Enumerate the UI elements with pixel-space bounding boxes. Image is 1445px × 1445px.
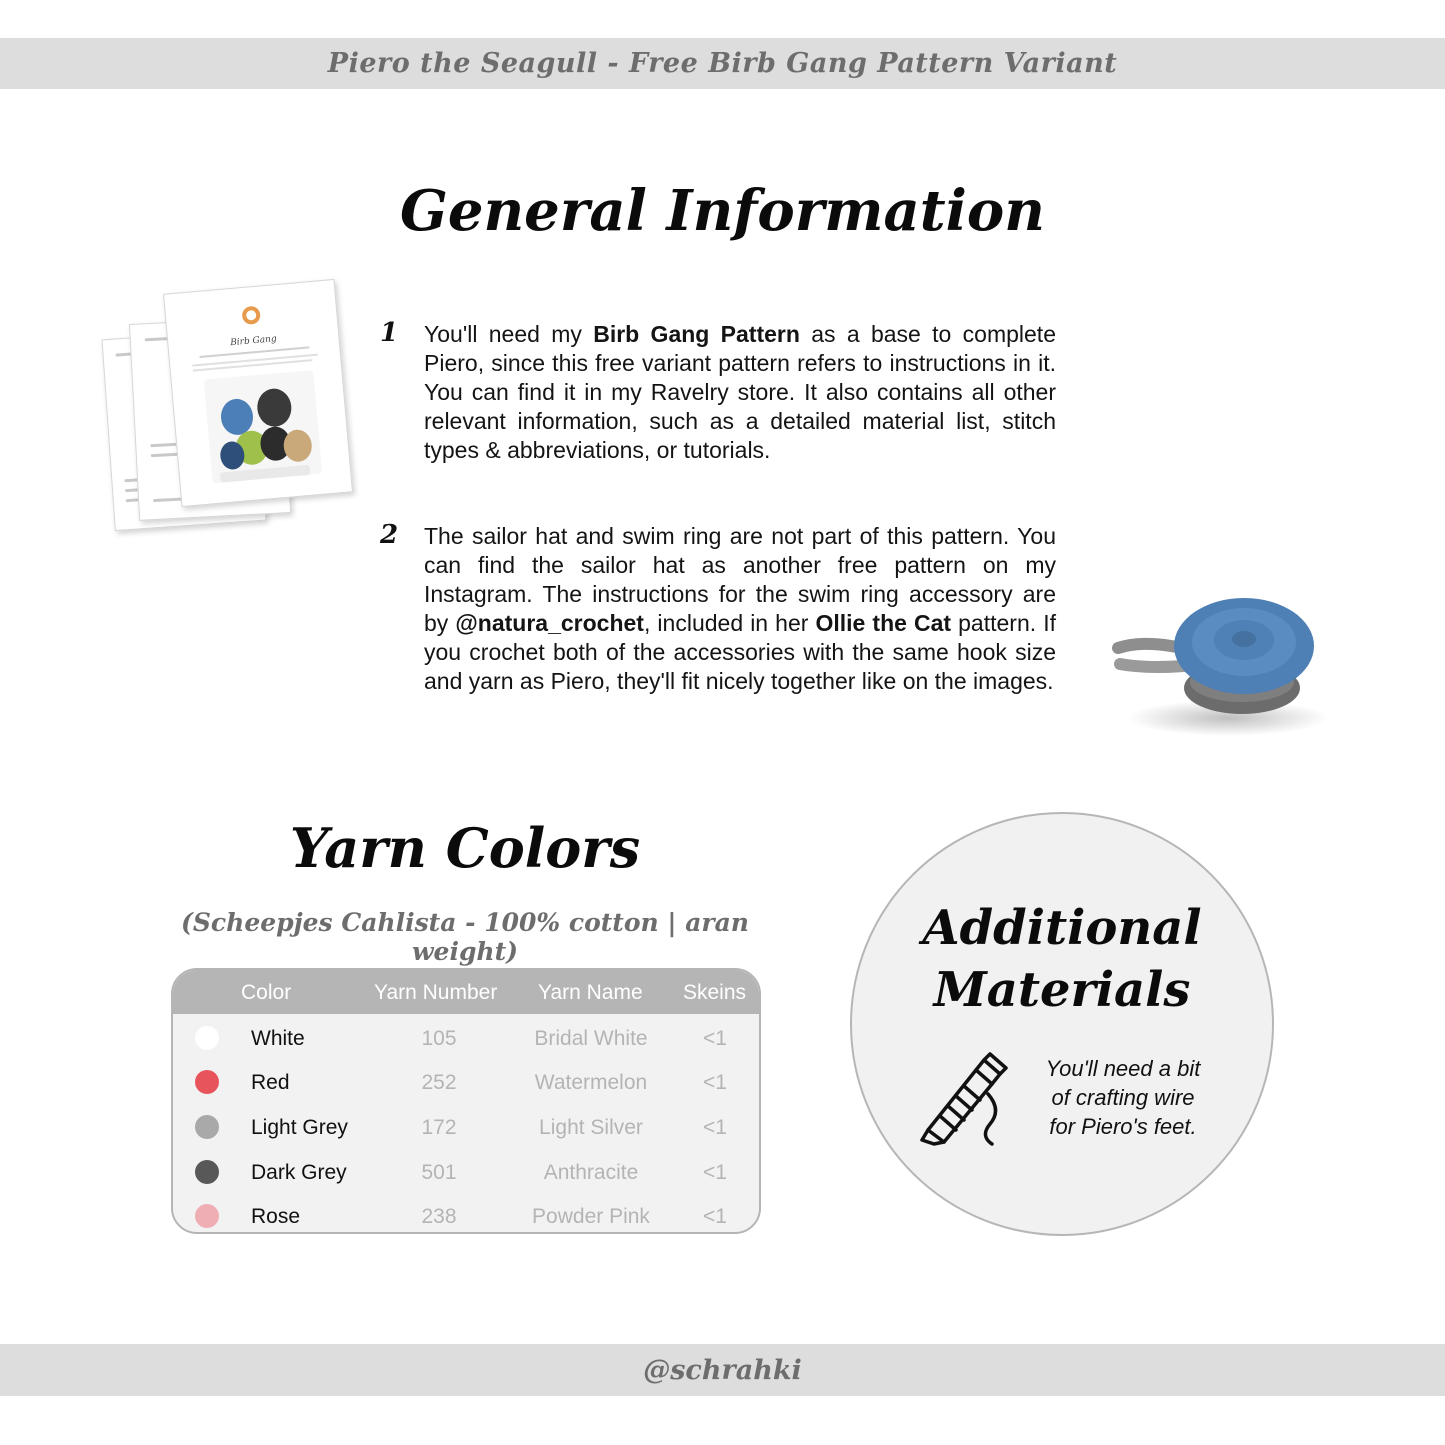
yarn-colors-title: Yarn Colors: [289, 816, 641, 880]
color-swatch: [195, 1160, 219, 1184]
skeins: <1: [703, 1116, 727, 1139]
additional-materials-note: You'll need a bit of crafting wire for Piero's feet.: [1045, 1056, 1201, 1139]
yarn-name: Bridal White: [534, 1027, 648, 1050]
yarn-number: 252: [421, 1071, 457, 1094]
skeins: <1: [703, 1071, 727, 1094]
swim-ring-sailor-hat-photo: [1108, 590, 1330, 740]
header-yarn-number: Yarn Number: [374, 981, 498, 1004]
yarn-name: Watermelon: [534, 1071, 648, 1094]
color-swatch: [195, 1204, 219, 1228]
color-name: Light Grey: [251, 1116, 348, 1139]
table-row: [173, 1194, 759, 1234]
footer-handle: @schrahki: [643, 1354, 802, 1386]
birb-gang-pattern-link-text: Birb Gang Pattern: [593, 321, 800, 347]
table-header: [173, 970, 759, 1014]
pattern-cover-art: [164, 280, 352, 506]
header-yarn-name: Yarn Name: [538, 981, 643, 1004]
table-row: [173, 1105, 759, 1149]
yarn-colors-subtitle: (Scheepjes Cahlista - 100% cotton | aran weight): [181, 908, 749, 966]
skeins: <1: [703, 1205, 727, 1228]
ollie-the-cat-pattern-name: Ollie the Cat: [815, 610, 952, 636]
yarn-number: 105: [421, 1027, 457, 1050]
general-information-title: General Information: [400, 178, 1045, 244]
info-item-text: You'll need my Birb Gang Pattern as a base to complete Piero, since this free variant pattern refers to instructions in it. You can find it in my Ravelry store. It also contains all other relevant information, such as a detailed material list, stitch types & abbreviations, or tutorials.: [424, 321, 1056, 463]
info-item-text: The sailor hat and swim ring are not part of this pattern. You can find the sailor hat as another free pattern on my Instagram. The instructions for the swim ring accessory are by @natura_crochet, included in her Ollie the Cat pattern. If you crochet both of the accessories with the same hook size and yarn as Piero, they'll fit nicely together like on the images.: [424, 523, 1056, 694]
pattern-cover-title: Birb Gang: [229, 334, 278, 349]
crafting-wire-icon: [918, 1050, 1008, 1146]
header-band: [0, 38, 1445, 89]
table-row: [173, 1060, 759, 1104]
natura-crochet-handle: @natura_crochet: [455, 610, 644, 636]
pattern-page-front: [163, 279, 353, 507]
additional-materials-circle: [850, 812, 1274, 1236]
header-color: Color: [241, 981, 292, 1004]
yarn-name: Powder Pink: [532, 1205, 650, 1228]
additional-materials-title-line1: Additional: [922, 900, 1202, 956]
table-row: [173, 1016, 759, 1060]
yarn-name: Light Silver: [539, 1116, 643, 1139]
color-name: Red: [251, 1071, 290, 1094]
color-name: White: [251, 1027, 305, 1050]
info-item-number: 1: [380, 318, 399, 348]
color-name: Dark Grey: [251, 1161, 347, 1184]
additional-materials-title-line2: Materials: [933, 962, 1191, 1018]
pattern-pages-illustration: [104, 282, 364, 552]
yarn-number: 238: [421, 1205, 457, 1228]
yarn-number: 172: [421, 1116, 457, 1139]
header-title: Piero the Seagull - Free Birb Gang Pattern Variant: [327, 48, 1118, 79]
yarn-name: Anthracite: [543, 1161, 639, 1184]
yarn-number: 501: [421, 1161, 457, 1184]
skeins: <1: [703, 1027, 727, 1050]
color-swatch: [195, 1026, 219, 1050]
skeins: <1: [703, 1161, 727, 1184]
info-item-number: 2: [380, 520, 399, 550]
yarn-colors-table: [171, 968, 761, 1234]
color-name: Rose: [251, 1205, 301, 1228]
color-swatch: [195, 1115, 219, 1139]
footer-band: [0, 1344, 1445, 1396]
table-row: [173, 1150, 759, 1194]
color-swatch: [195, 1070, 219, 1094]
header-skeins: Skeins: [683, 981, 747, 1004]
